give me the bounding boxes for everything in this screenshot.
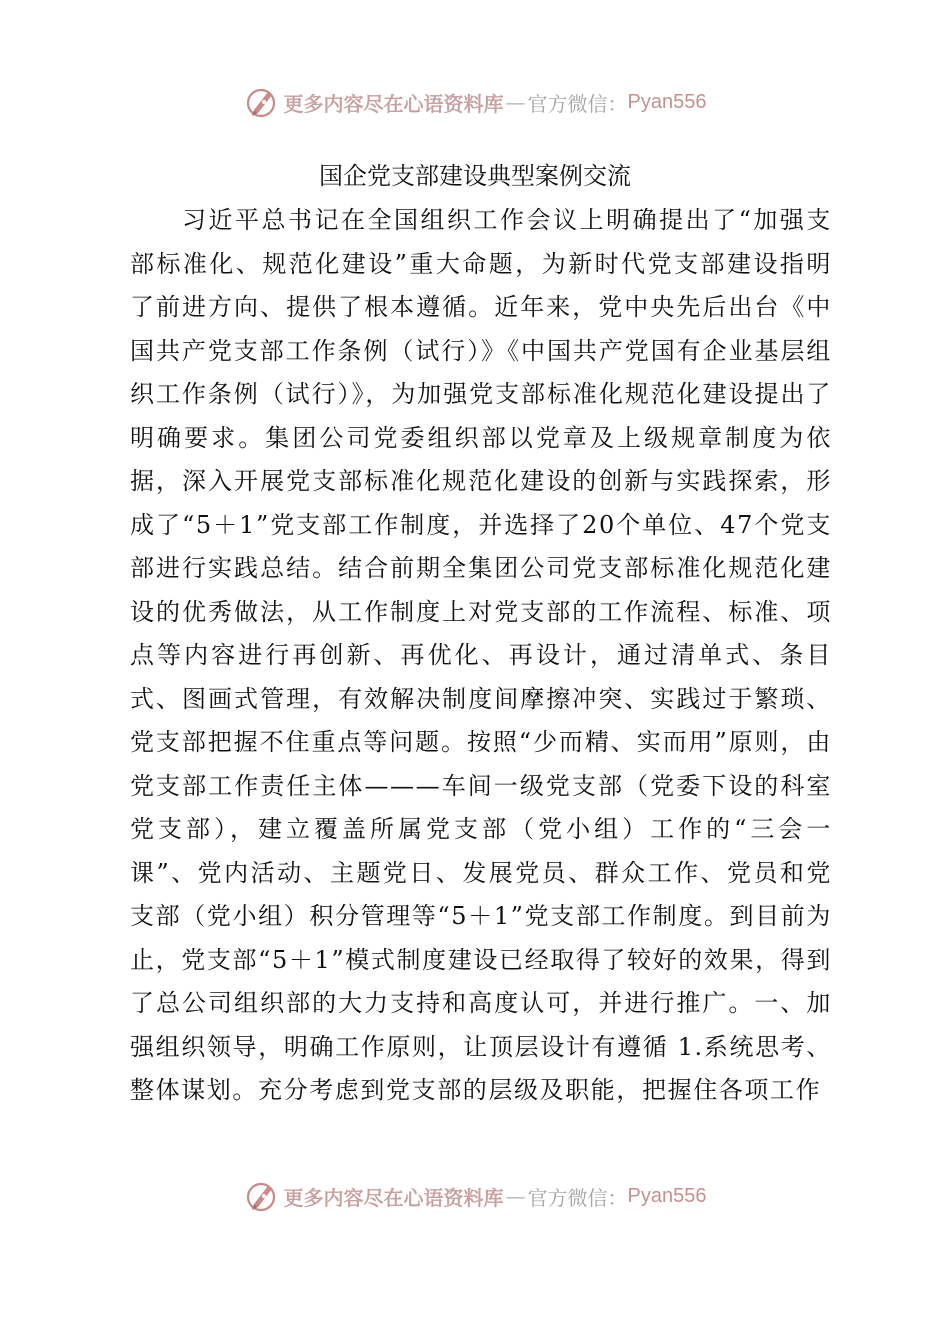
banner-wechat-handle: Pyan556 <box>627 90 707 113</box>
pen-logo-icon <box>244 1178 280 1214</box>
banner-brand: 更多内容尽在心语资料库 <box>283 91 504 116</box>
banner-wechat-label: 官方微信： <box>527 91 628 116</box>
document-title: 国企党支部建设典型案例交流 <box>319 162 631 190</box>
document-body: 习近平总书记在全国组织工作会议上明确提出了“加强支部标准化、规范化建设”重大命题，为新时代党支部建设指明了前进方向、提供了根本遵循。近年来，党中央先后出台《中国共产党支部工作条例（试行）》《中国共产党国有企业基层组织工作条例（试行）》，为加强党支部标准化规范化建设提出了明确要求。集团公司党委组织部以党章及上级规章制度为依据，深入开展党支部标准化规范化建设的创新与实践探索，形成了“5＋1”党支部工作制度，并选择了20个单位、47个党支部进行实践总结。结合前期全集团公司党支部标准化规范化建设的优秀做法，从工作制度上对党支部的工作流程、标准、项点等内容进行再创新、再优化、再设计，通过清单式、条目式、图画式管理，有效解决制度间摩擦冲突、实践过于繁琐、党支部把握不住重点等问题。按照“少而精、实而用”原则，由党支部工作责任主体———车间一级党支部（党委下设的科室党支部），建立覆盖所属党支部（党小组）工作的“三会一课”、党内活动、主题党日、发展党员、群众工作、党员和党支部（党小组）积分管理等“5＋1”党支部工作制度。到目前为止，党支部“5＋1”模式制度建设已经取得了较好的效果，得到了总公司组织部的大力支持和高度认可，并进行推广。一、加强组织领导，明确工作原则，让顶层设计有遵循 1.系统思考、整体谋划。充分考虑到党支部的层级及职能，把握住各项工作 <box>130 206 832 1104</box>
banner-brand: 更多内容尽在心语资料库 <box>283 1185 504 1210</box>
banner-wechat-handle: Pyan556 <box>627 1184 707 1207</box>
header-banner <box>0 82 950 122</box>
banner-separator: — <box>505 1184 526 1208</box>
pen-logo-icon <box>244 84 280 120</box>
banner-wechat-label: 官方微信： <box>527 1185 628 1210</box>
banner-separator: — <box>505 90 526 114</box>
footer-banner <box>0 1176 950 1216</box>
